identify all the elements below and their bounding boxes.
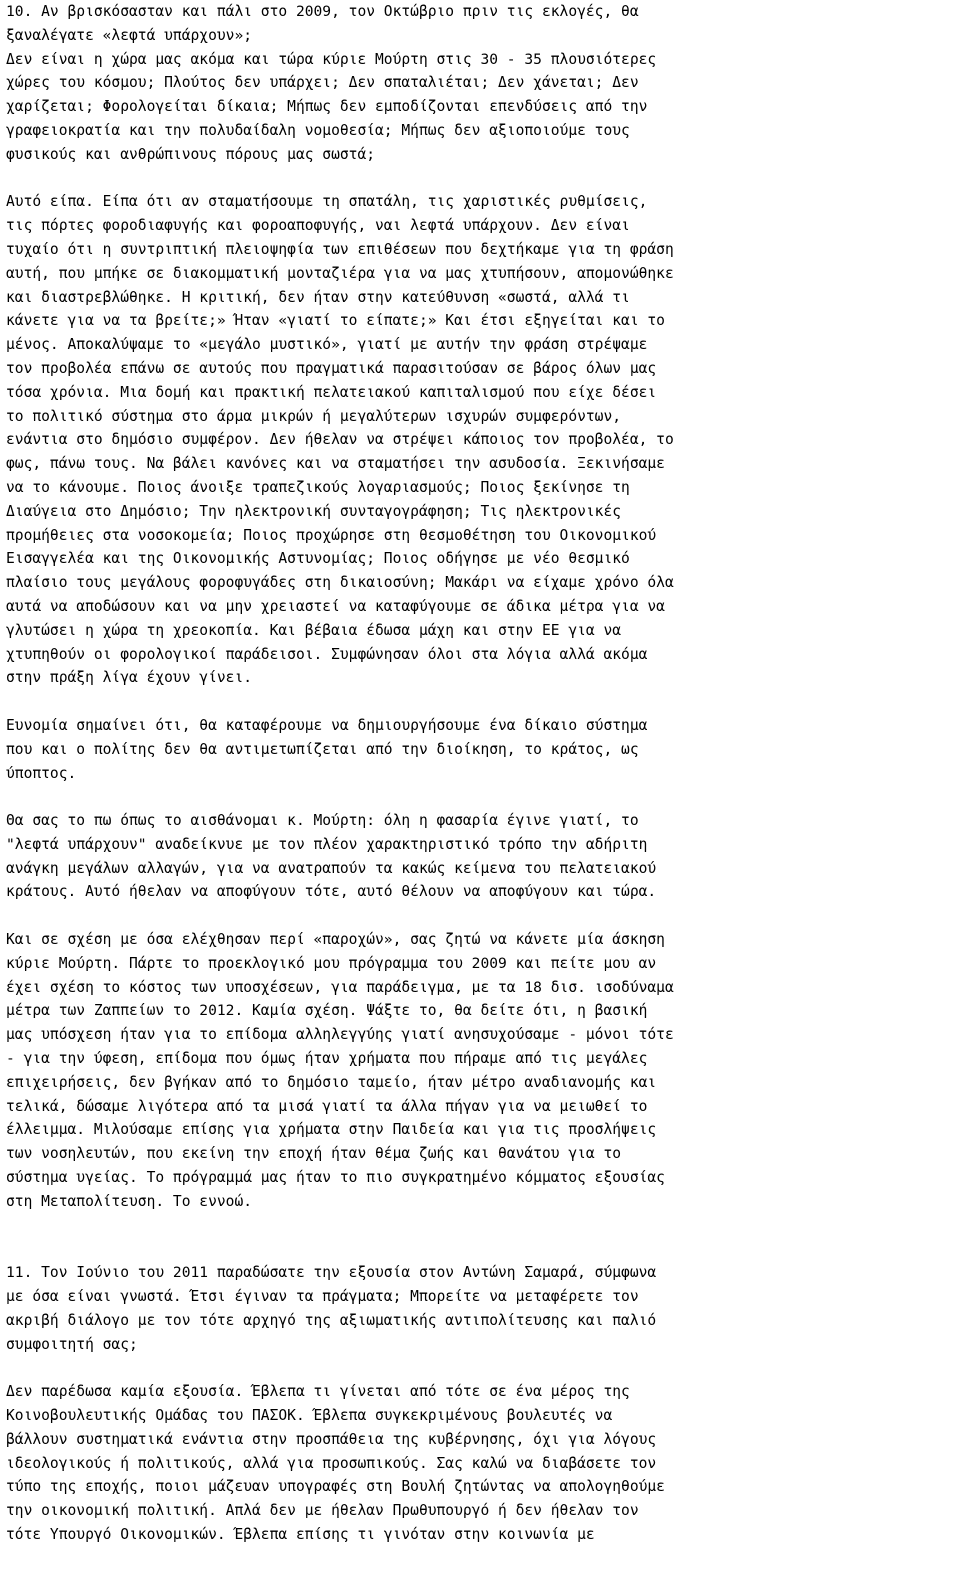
paragraph-answer-10-b (6, 714, 958, 785)
text-line: φυσικούς και ανθρώπινους πόρους μας σωστά; (6, 145, 376, 163)
text-line: μένος. Αποκαλύψαμε το «μεγάλο μυστικό», γιατί με αυτήν την φράση στρέψαμε (6, 336, 648, 354)
paragraph-answer-11 (6, 1380, 958, 1547)
text-line: "λεφτά υπάρχουν" αναδείκνυε με τον πλέον χαρακτηριστικό τρόπο την αδήριτη (6, 835, 648, 853)
text-line: γλυτώσει η χώρα τη χρεοκοπία. Και βέβαια έδωσα μάχη και στην ΕΕ για να (6, 621, 622, 639)
text-line: των νοσηλευτών, που εκείνη την εποχή ήταν θέμα ζωής και θανάτου για το (6, 1145, 622, 1163)
paragraph-answer-10-a (6, 190, 958, 690)
text-line: τις πόρτες φοροδιαφυγής και φοροαποφυγής, ναι λεφτά υπάρχουν. Δεν είναι (6, 217, 630, 235)
text-line: χτυπηθούν οι φορολογικοί παράδεισοι. Συμφώνησαν όλοι στα λόγια αλλά ακόμα (6, 645, 648, 663)
text-line: ακριβή διάλογο με τον τότε αρχηγό της αξιωματικής αντιπολίτευσης και παλιό (6, 1311, 657, 1329)
text-line: έλλειμμα. Μιλούσαμε επίσης για χρήματα στην Παιδεία και για τις προσλήψεις (6, 1121, 657, 1139)
text-line: συμφοιτητή σας; (6, 1335, 138, 1353)
text-line: Δεν παρέδωσα καμία εξουσία. Έβλεπα τι γίνεται από τότε σε ένα μέρος της (6, 1383, 630, 1401)
text-line: επιχειρήσεις, δεν βγήκαν από το δημόσιο ταμείο, ήταν μέτρο αναδιανομής και (6, 1073, 657, 1091)
text-line: τυχαίο ότι η συντριπτική πλειοψηφία των επιθέσεων που δεχτήκαμε για τη φράση (6, 240, 674, 258)
text-line: Κοινοβουλευτικής Ομάδας του ΠΑΣΟΚ. Έβλεπα συγκεκριμένους βουλευτές να (6, 1407, 613, 1425)
paragraph-question-10 (6, 0, 958, 167)
text-line: φως, πάνω τους. Να βάλει κανόνες και να σταματήσει την ασυδοσία. Ξεκινήσαμε (6, 455, 665, 473)
text-line: ενάντια στο δημόσιο συμφέρον. Δεν ήθελαν να στρέψει κάποιος τον προβολέα, το (6, 431, 674, 449)
text-line: τον προβολέα επάνω σε αυτούς που πραγματικά παρασιτούσαν σε βάρος όλων μας (6, 359, 657, 377)
text-line: την οικονομική πολιτική. Απλά δεν με ήθελαν Πρωθυπουργό ή δεν ήθελαν τον (6, 1502, 639, 1520)
paragraph-question-11 (6, 1261, 958, 1356)
text-line: 10. Αν βρισκόσασταν και πάλι στο 2009, τον Οκτώβριο πριν τις εκλογές, θα (6, 3, 639, 20)
text-line: αυτά να αποδώσουν και να μην χρειαστεί να καταφύγουμε σε άδικα μέτρα για να (6, 597, 665, 615)
text-line: με όσα είναι γνωστά. Έτσι έγιναν τα πράγματα; Μπορείτε να μεταφέρετε τον (6, 1288, 639, 1306)
text-line: 11. Τον Ιούνιο του 2011 παραδώσατε την εξουσία στον Αντώνη Σαμαρά, σύμφωνα (6, 1264, 657, 1282)
text-line: τόσα χρόνια. Μια δομή και πρακτική πελατειακού καπιταλισμού που είχε δέσει (6, 383, 657, 401)
paragraph-answer-10-d (6, 928, 958, 1214)
text-line: να το κάνουμε. Ποιος άνοιξε τραπεζικούς λογαριασμούς; Ποιος ξεκίνησε τη (6, 478, 630, 496)
document-body (6, 0, 958, 1571)
text-line: χαρίζεται; Φορολογείται δίκαια; Μήπως δεν εμποδίζονται επενδύσεις από την (6, 98, 648, 116)
text-line: χώρες του κόσμου; Πλούτος δεν υπάρχει; Δεν σπαταλιέται; Δεν χάνεται; Δεν (6, 74, 639, 92)
text-line: Θα σας το πω όπως το αισθάνομαι κ. Μούρτη: όλη η φασαρία έγινε γιατί, το (6, 812, 639, 830)
text-line: Διαύγεια στο Δημόσιο; Την ηλεκτρονική συνταγογράφηση; Τις ηλεκτρονικές (6, 502, 622, 520)
text-line: πλαίσιο τους μεγάλους φοροφυγάδες στη δικαιοσύνη; Μακάρι να είχαμε χρόνο όλα (6, 574, 674, 592)
text-line: στην πράξη λίγα έχουν γίνει. (6, 669, 253, 687)
text-line: ύποπτος. (6, 764, 77, 782)
text-line: σύστημα υγείας. Το πρόγραμμά μας ήταν το πιο συγκρατημένο κόμματος εξουσίας (6, 1169, 665, 1187)
text-line: μας υπόσχεση ήταν για το επίδομα αλληλεγγύης γιατί ανησυχούσαμε - μόνοι τότε (6, 1026, 674, 1044)
paragraph-answer-10-c (6, 809, 958, 904)
text-line: που και ο πολίτης δεν θα αντιμετωπίζεται από την διοίκηση, το κράτος, ως (6, 740, 639, 758)
text-line: ξαναλέγατε «λεφτά υπάρχουν»; (6, 26, 253, 44)
text-line: - για την ύφεση, επίδομα που όμως ήταν χρήματα που πήραμε από τις μεγάλες (6, 1050, 648, 1068)
text-line: Αυτό είπα. Είπα ότι αν σταματήσουμε τη σπατάλη, τις χαριστικές ρυθμίσεις, (6, 193, 648, 211)
text-line: ιδεολογικούς ή πολιτικούς, αλλά για προσωπικούς. Σας καλώ να διαβάσετε τον (6, 1454, 657, 1472)
text-line: βάλλουν συστηματικά ενάντια στην προσπάθεια της κυβέρνησης, όχι για λόγους (6, 1430, 657, 1448)
text-line: μέτρα των Ζαππείων το 2012. Καμία σχέση. Ψάξτε το, θα δείτε ότι, η βασική (6, 1002, 648, 1020)
text-line: κύριε Μούρτη. Πάρτε το προεκλογικό μου πρόγραμμα του 2009 και πείτε μου αν (6, 954, 657, 972)
text-line: τύπο της εποχής, ποιοι μάζευαν υπογραφές στη Βουλή ζητώντας να απολογηθούμε (6, 1478, 665, 1496)
text-line: στη Μεταπολίτευση. Το εννοώ. (6, 1192, 253, 1210)
text-line: κάνετε για να τα βρείτε;» Ήταν «γιατί το είπατε;» Και έτσι εξηγείται και το (6, 312, 665, 330)
text-line: τελικά, δώσαμε λιγότερα από τα μισά γιατί τα άλλα πήγαν για να μειωθεί το (6, 1097, 648, 1115)
text-line: γραφειοκρατία και την πολυδαίδαλη νομοθεσία; Μήπως δεν αξιοποιούμε τους (6, 121, 630, 139)
text-line: ανάγκη μεγάλων αλλαγών, για να ανατραπούν τα κακώς κείμενα του πελατειακού (6, 859, 657, 877)
text-line: και διαστρεβλώθηκε. Η κριτική, δεν ήταν στην κατεύθυνση «σωστά, αλλά τι (6, 288, 630, 306)
text-line: Εισαγγελέα και της Οικονομικής Αστυνομίας; Ποιος οδήγησε με νέο θεσμικό (6, 550, 630, 568)
text-line: Και σε σχέση με όσα ελέχθησαν περί «παροχών», σας ζητώ να κάνετε μία άσκηση (6, 931, 665, 949)
text-line: Δεν είναι η χώρα μας ακόμα και τώρα κύριε Μούρτη στις 30 - 35 πλουσιότερες (6, 50, 657, 68)
text-line: το πολιτικό σύστημα στο άρμα μικρών ή μεγαλύτερων ισχυρών συμφερόντων, (6, 407, 622, 425)
text-line: Ευνομία σημαίνει ότι, θα καταφέρουμε να δημιουργήσουμε ένα δίκαιο σύστημα (6, 716, 648, 734)
text-line: κράτους. Αυτό ήθελαν να αποφύγουν τότε, αυτό θέλουν να αποφύγουν και τώρα. (6, 883, 657, 901)
text-line: τότε Υπουργό Οικονομικών. Έβλεπα επίσης τι γινόταν στην κοινωνία με (6, 1526, 595, 1543)
text-line: προμήθειες στα νοσοκομεία; Ποιος προχώρησε στη θεσμοθέτηση του Οικονομικού (6, 526, 657, 544)
text-line: έχει σχέση το κόστος των υποσχέσεων, για παράδειγμα, με τα 18 δισ. ισοδύναμα (6, 978, 674, 996)
text-line: αυτή, που μπήκε σε διακομματική μονταζιέρα για να μας χτυπήσουν, απομονώθηκε (6, 264, 674, 282)
